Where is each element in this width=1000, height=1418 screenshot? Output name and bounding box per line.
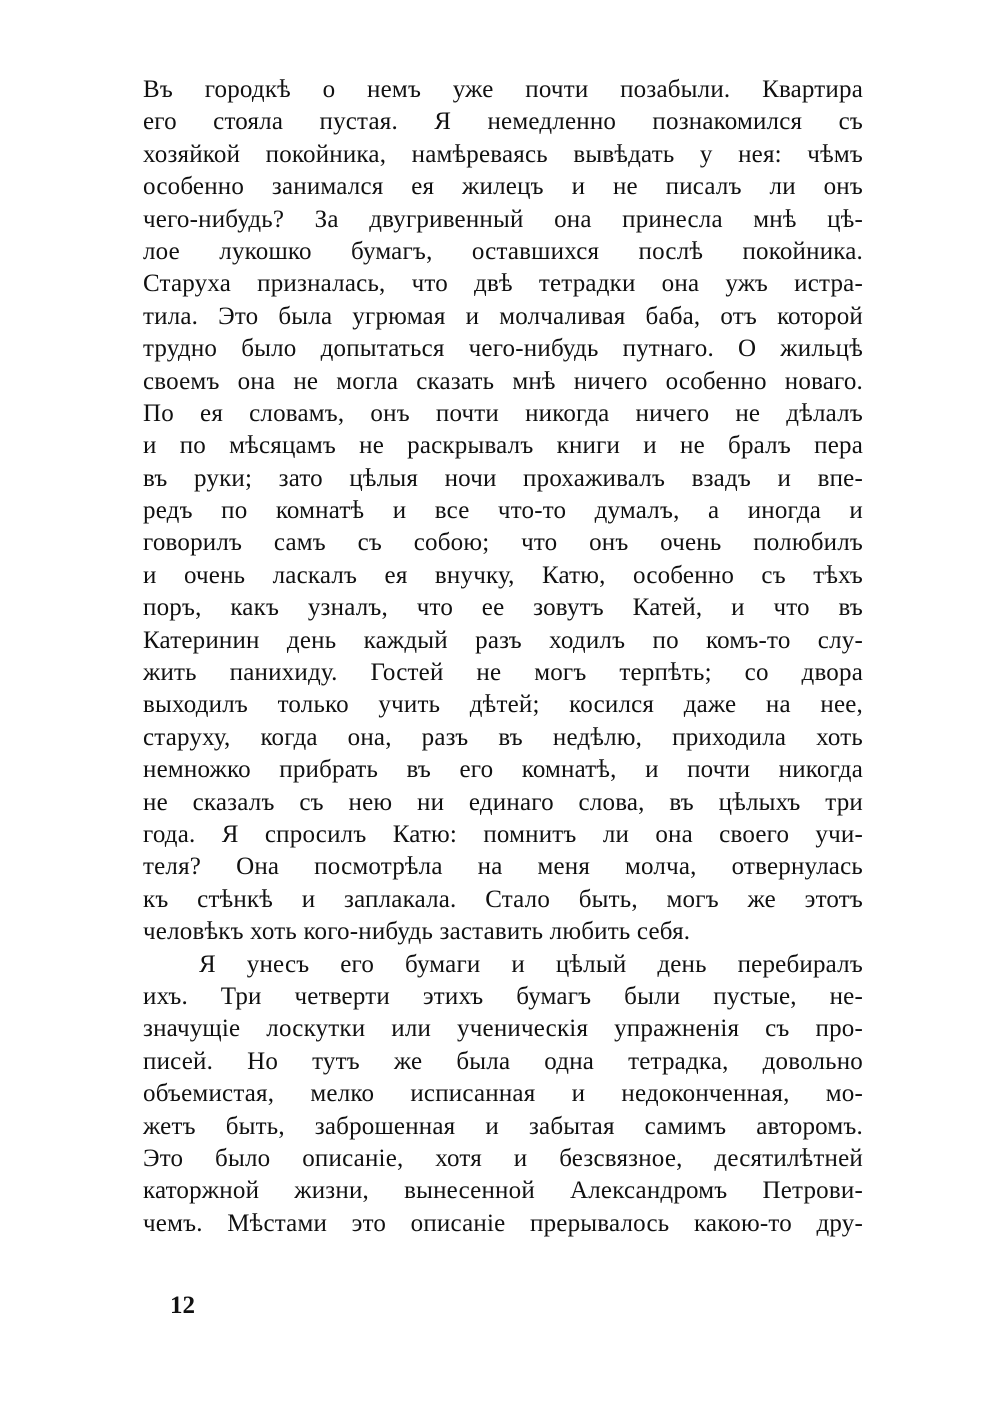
text-line: чего-нибудь? За двугривенный она принесла мнѣ цѣ- <box>143 205 863 233</box>
text-line: его стояла пустая. Я немедленно познакомился съ <box>143 108 863 136</box>
text-line: хозяйкой покойника, намѣреваясь вывѣдать у нея: чѣмъ <box>143 140 863 168</box>
text-line: жить панихиду. Гостей не могъ терпѣть; со двора <box>143 659 863 687</box>
text-line: теля? Она посмотрѣла на меня молча, отвернулась <box>143 853 863 881</box>
text-line: года. Я спросилъ Катю: помнитъ ли она своего учи- <box>143 820 863 848</box>
text-line: Въ городкѣ о немъ уже почти позабыли. Квартира <box>143 76 863 103</box>
text-line: поръ, какъ узналъ, что ее зовутъ Катей, и что въ <box>143 594 863 622</box>
text-line: писей. Но тутъ же была одна тетрадка, довольно <box>143 1047 863 1075</box>
text-line: и по мѣсяцамъ не раскрывалъ книги и не бралъ пера <box>143 432 863 460</box>
text-line: старуху, когда она, разъ въ недѣлю, приходила хоть <box>143 723 863 751</box>
text-line: выходилъ только учить дѣтей; косился даже на нее, <box>143 691 863 719</box>
text-line: своемъ она не могла сказать мнѣ ничего особенно новаго. <box>143 367 863 395</box>
text-line: По ея словамъ, онъ почти никогда ничего не дѣлалъ <box>143 399 863 427</box>
text-line: тила. Это была угрюмая и молчаливая баба, отъ которой <box>143 302 863 330</box>
text-line: человѣкъ хоть кого-нибудь заставить любить себя. <box>143 918 691 946</box>
text-line: чемъ. Мѣстами это описаніе прерывалось какою-то дру- <box>143 1209 863 1237</box>
text-line: особенно занимался ея жилецъ и не писалъ ли онъ <box>143 173 863 201</box>
text-line: Старуха призналась, что двѣ тетрадки она ужъ истра- <box>143 270 863 298</box>
text-line: жетъ быть, заброшенная и забытая самимъ авторомъ. <box>143 1112 863 1140</box>
text-line: немножко прибрать въ его комнатѣ, и почти никогда <box>143 756 863 784</box>
text-line: трудно было допытаться чего-нибудь путнаго. О жильцѣ <box>143 335 863 363</box>
text-line: и очень ласкалъ ея внучку, Катю, особенно съ тѣхъ <box>143 561 863 589</box>
text-line: значущіе лоскутки или ученическія упражненія съ про- <box>143 1015 863 1043</box>
text-line: къ стѣнкѣ и заплакала. Стало быть, могъ же этотъ <box>143 885 863 913</box>
text-line: редъ по комнатѣ и все что-то думалъ, а иногда и <box>143 497 863 525</box>
text-line: Катеринин день каждый разъ ходилъ по комъ-то слу- <box>143 626 863 654</box>
text-line: каторжной жизни, вынесенной Александромъ Петрови- <box>143 1177 863 1205</box>
text-line: лое лукошко бумагъ, оставшихся послѣ покойника. <box>143 237 863 265</box>
text-line: не сказалъ съ нею ни единаго слова, въ цѣлыхъ три <box>143 788 863 816</box>
text-line: въ руки; зато цѣлыя ночи прохаживалъ взадъ и впе- <box>143 464 863 492</box>
text-line: ихъ. Три четверти этихъ бумагъ были пустые, не- <box>143 982 863 1010</box>
text-line: Это было описаніе, хотя и безсвязное, десятилѣтней <box>143 1144 863 1172</box>
body-text <box>143 74 863 1240</box>
page-number: 12 <box>170 1292 195 1319</box>
text-line: говорилъ самъ съ собою; что онъ очень полюбилъ <box>143 529 863 557</box>
text-line: объемистая, мелко исписанная и недоконченная, мо- <box>143 1080 863 1108</box>
text-line: Я унесъ его бумаги и цѣлый день перебиралъ <box>199 950 863 978</box>
